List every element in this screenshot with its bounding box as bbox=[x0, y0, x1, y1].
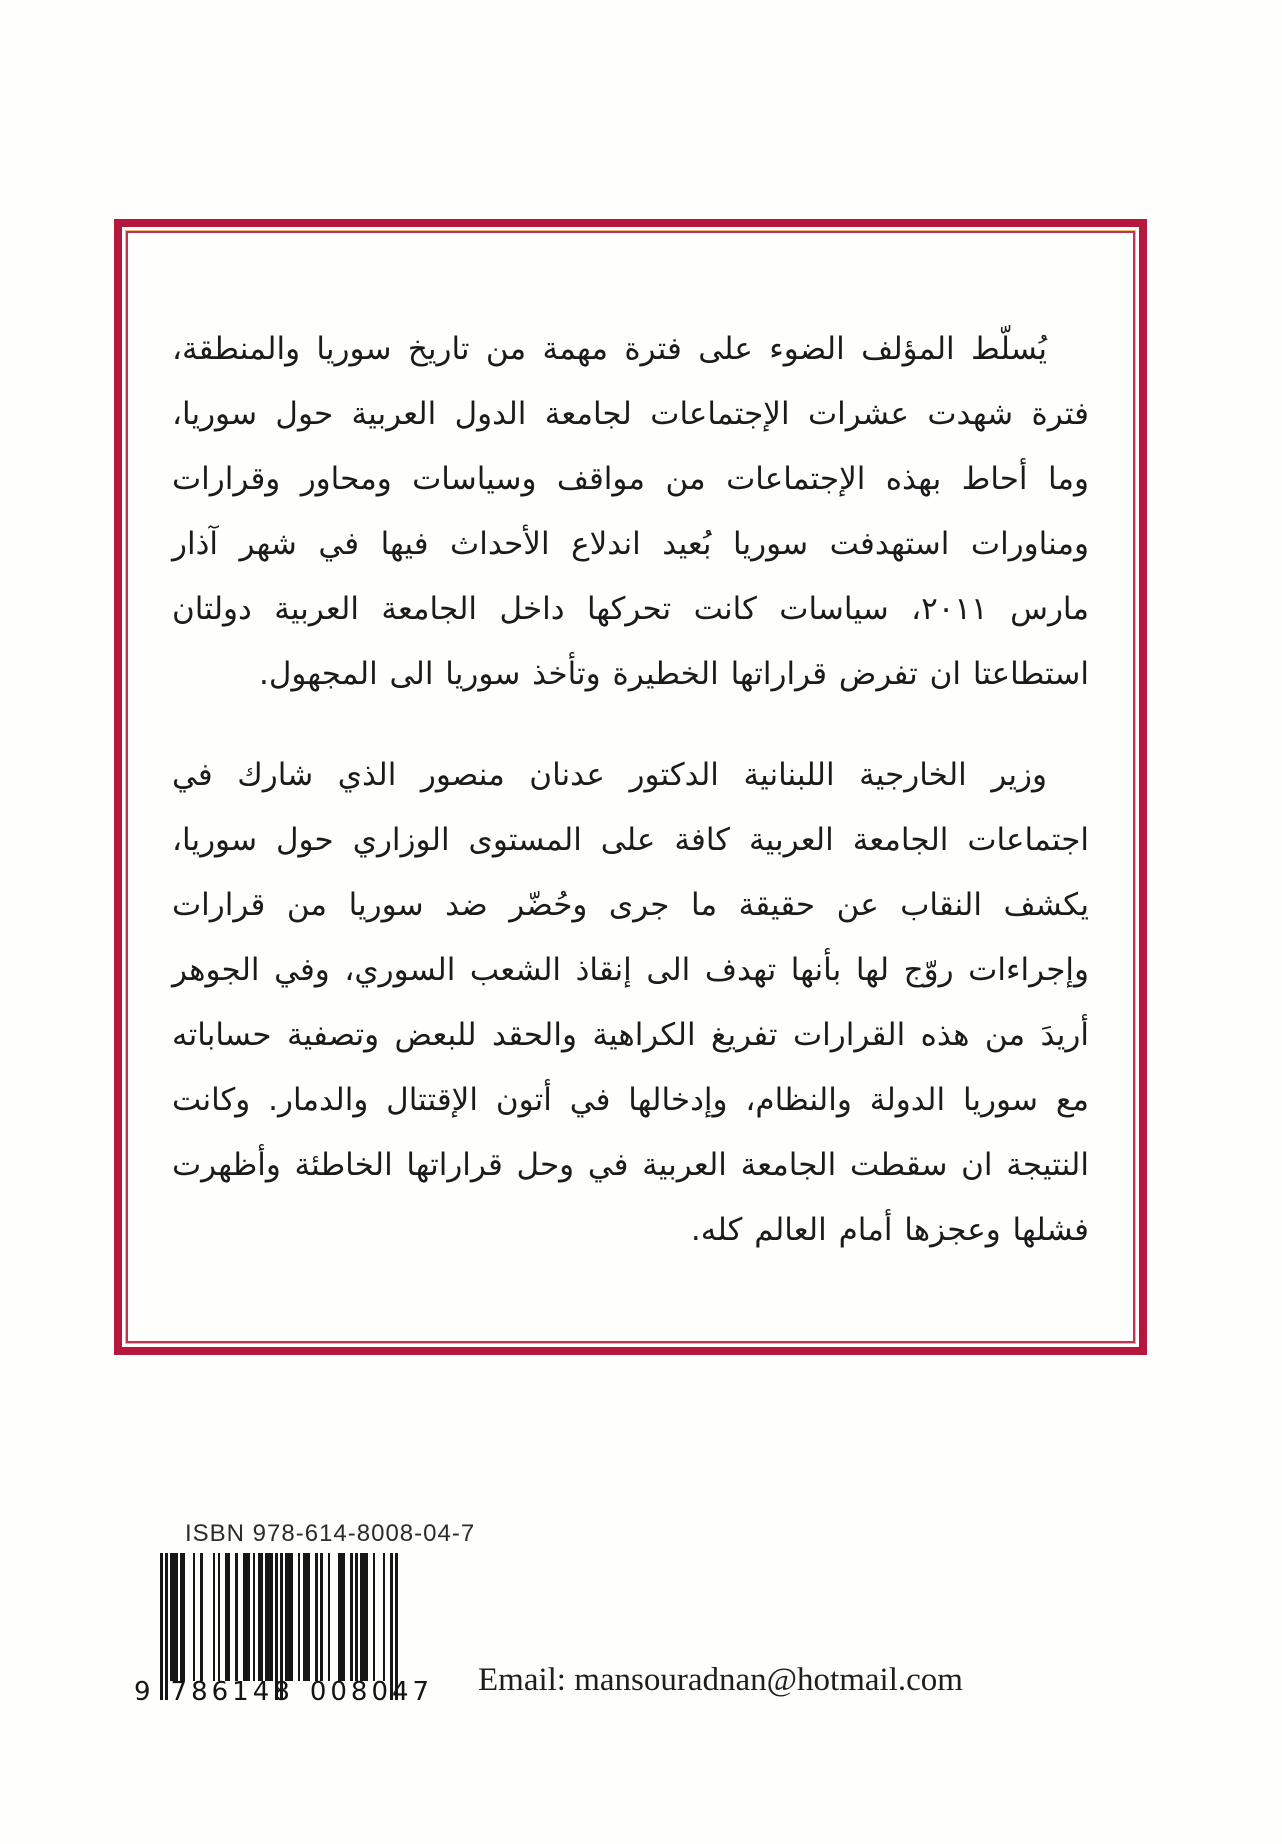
barcode-digits-group-2: 008047 bbox=[309, 1677, 434, 1707]
synopsis-paragraph-1: يُسلّط المؤلف الضوء على فترة مهمة من تاريخ سوريا والمنطقة، فترة شهدت عشرات الإجتماعات لجامعة الدول العربية حول سوريا، وما أحاط بهذه الإجتماعات من مواقف وسياسات ومحاور وقرارات ومناورات استهدفت سوريا بُعيد اندلاع الأحداث فيها في شهر آذار مارس ٢٠١١، سياسات كانت تحركها داخل الجامعة العربية دولتان استطاعتا ان تفرض قراراتها الخطيرة وتأخذ سوريا الى المجهول. bbox=[172, 331, 1089, 692]
decorative-border-frame bbox=[114, 219, 1147, 1355]
isbn-label: ISBN 978-614-8008-04-7 bbox=[185, 1520, 476, 1547]
decorative-border-inner-rule bbox=[126, 231, 1135, 1343]
synopsis-paragraph-2: وزير الخارجية اللبنانية الدكتور عدنان منصور الذي شارك في اجتماعات الجامعة العربية كافة على المستوى الوزاري حول سوريا، يكشف النقاب عن حقيقة ما جرى وحُضّر ضد سوريا من قرارات وإجراءات روّج لها بأنها تهدف الى إنقاذ الشعب السوري، وفي الجوهر أريدَ من هذه القرارات تفريغ الكراهية والحقد للبعض وتصفية حساباته مع سوريا الدولة والنظام، وإدخالها في أتون الإقتتال والدمار. وكانت النتيجة ان سقطت الجامعة العربية في وحل قراراتها الخاطئة وأظهرت فشلها وعجزها أمام العالم كله. bbox=[172, 757, 1089, 1248]
isbn-block bbox=[134, 1520, 476, 1740]
barcode-digit-lead: 9 bbox=[134, 1677, 155, 1707]
barcode-digits-group-1: 786148 bbox=[170, 1677, 294, 1707]
barcode-digits bbox=[134, 1677, 433, 1707]
contact-email: Email: mansouradnan@hotmail.com bbox=[478, 1662, 963, 1698]
synopsis-text-block bbox=[128, 233, 1133, 1341]
